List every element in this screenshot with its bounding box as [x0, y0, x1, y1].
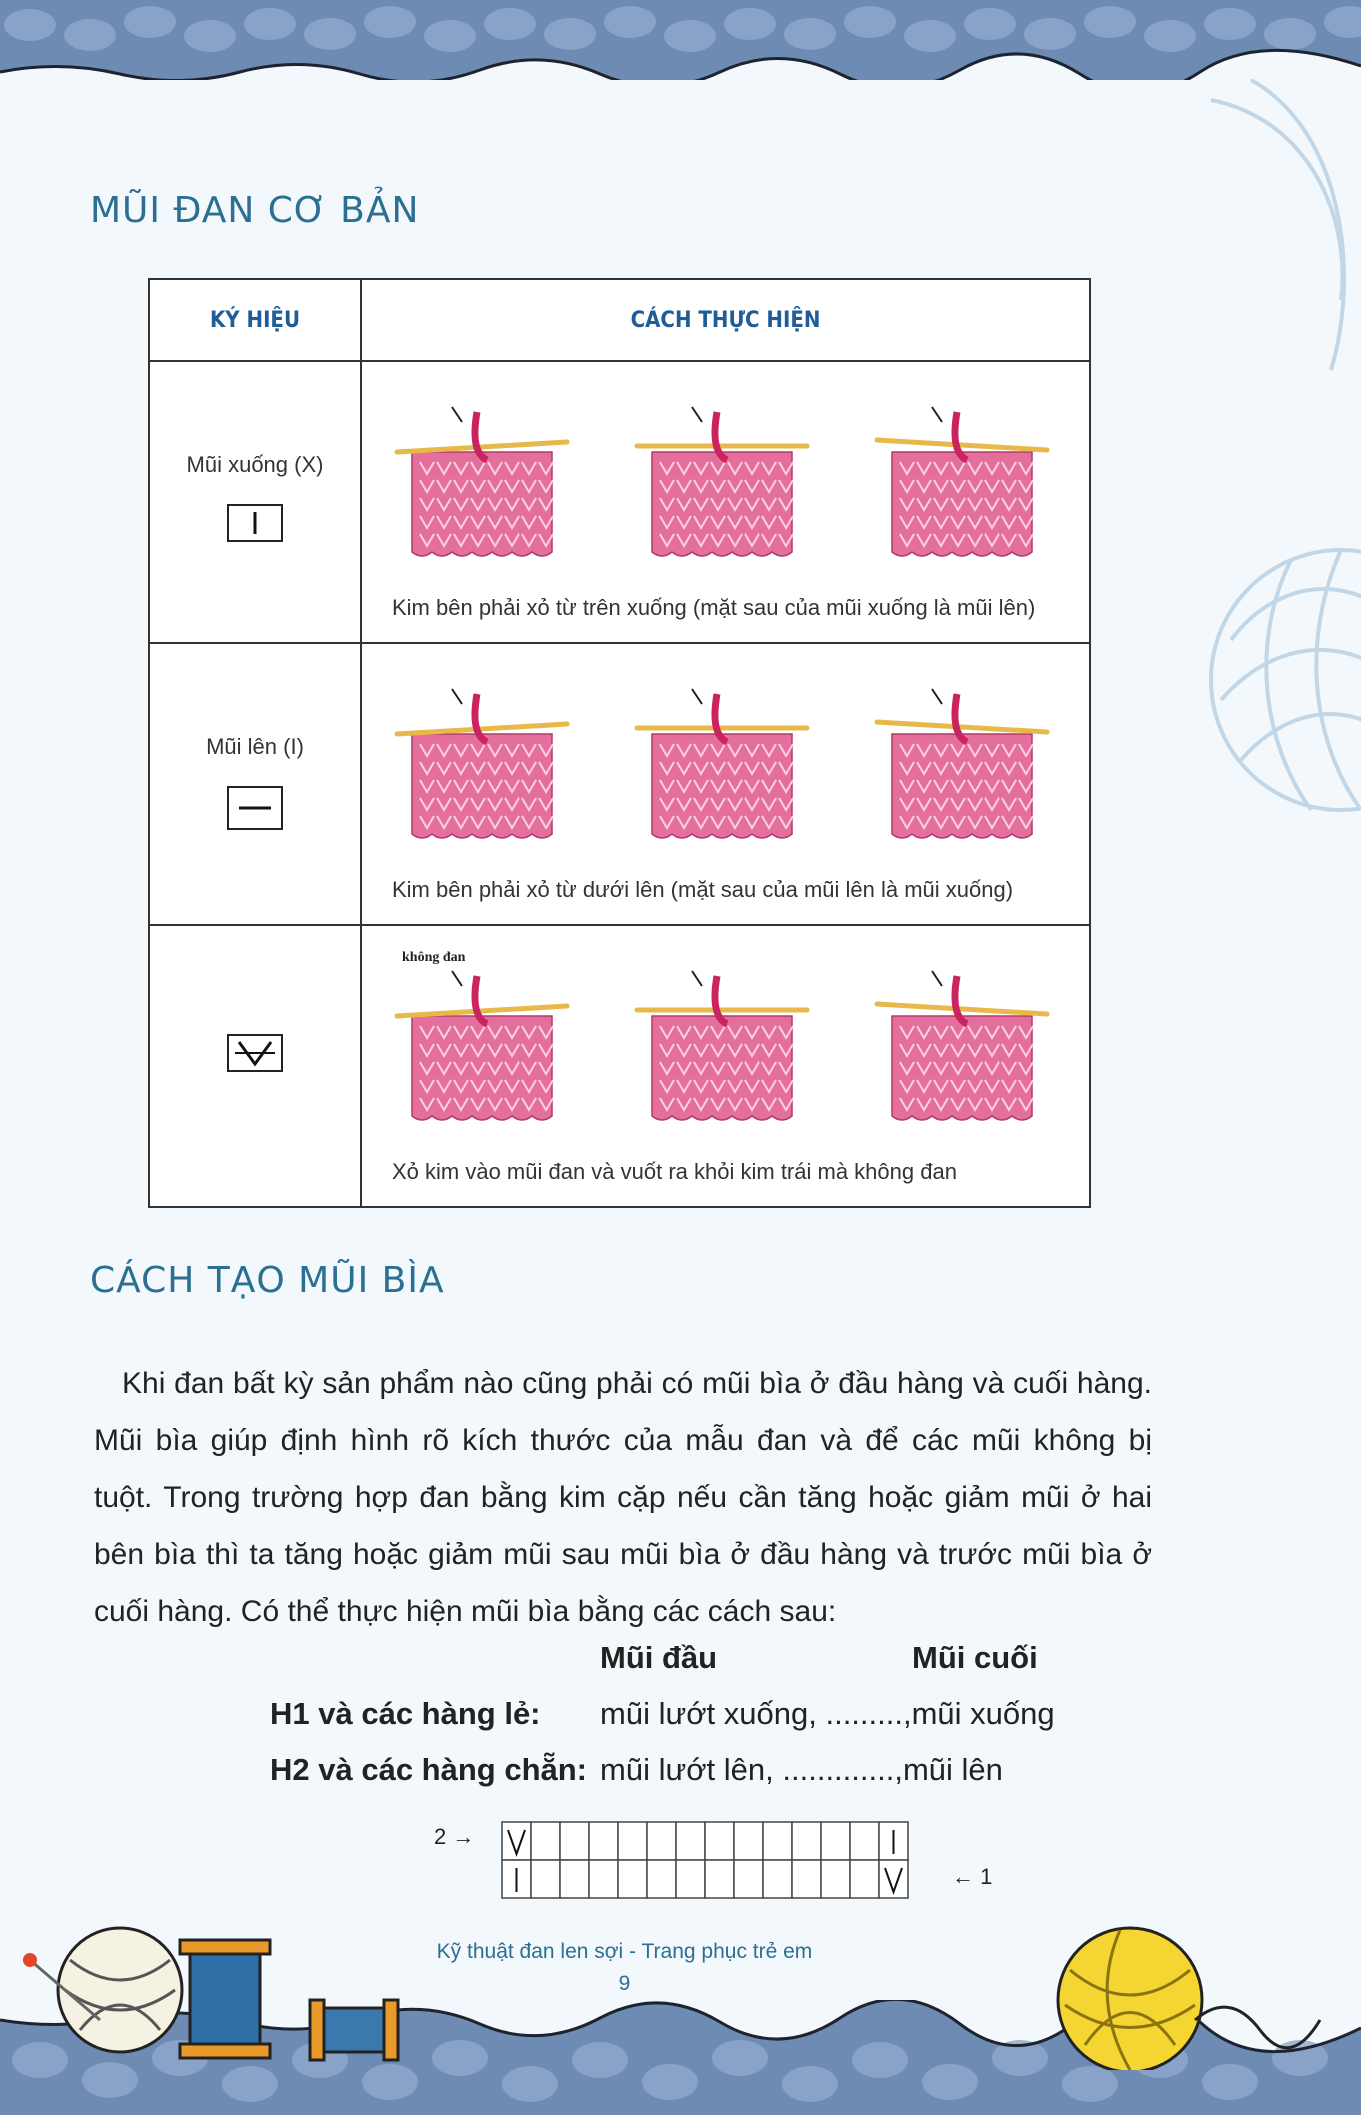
grid-cell: [850, 1860, 879, 1898]
illustration-strip: [362, 362, 1089, 587]
grid-cell: [821, 1860, 850, 1898]
last-stitch-value: mũi lên: [902, 1752, 1003, 1787]
illustration-strip: [362, 644, 1089, 869]
method-caption: Kim bên phải xỏ từ dưới lên (mặt sau của mũi lên là mũi xuống): [392, 877, 1014, 902]
grid-cell: [560, 1822, 589, 1860]
slip-step-2-illustration: [632, 946, 812, 1146]
column-header-last-stitch: Mũi cuối: [912, 1640, 1038, 1675]
table-row: [149, 361, 1090, 643]
grid-cell: [792, 1860, 821, 1898]
paragraph-line: cuối hàng. Có thể thực hiện mũi bìa bằng các cách sau:: [94, 1595, 837, 1628]
row-number-1: ← 1: [952, 1864, 993, 1889]
grid-cell: [589, 1860, 618, 1898]
slip-stitch-symbol-icon: [227, 1034, 283, 1072]
grid-cell: [618, 1860, 647, 1898]
paragraph-line: tuột. Trong trường hợp đan bằng kim cặp nếu cần tăng hoặc giảm mũi ở hai: [94, 1481, 1152, 1514]
grid-cell: [676, 1860, 705, 1898]
method-caption: Kim bên phải xỏ từ trên xuống (mặt sau của mũi xuống là mũi lên): [392, 595, 1036, 620]
grid-cell: [705, 1860, 734, 1898]
last-stitch-value: mũi xuống: [911, 1696, 1055, 1731]
symbol-cell: [149, 925, 361, 1207]
basic-stitches-table: [148, 278, 1091, 1208]
stitch-name: Mũi lên (I): [206, 734, 304, 759]
dots: .............,: [782, 1752, 903, 1787]
grid-cell: [618, 1822, 647, 1860]
table-row: [149, 925, 1090, 1207]
book-title-footer: Kỹ thuật đan len sợi - Trang phục trẻ em: [436, 1940, 813, 1963]
method-cell: [361, 925, 1090, 1207]
slip-step-3-illustration: [872, 946, 1052, 1146]
row-label-even: H2 và các hàng chẵn:: [270, 1752, 588, 1787]
edge-stitch-paragraph: [94, 1355, 1152, 1640]
purl-step-2-illustration: [632, 664, 812, 864]
stitch-grid: [500, 1818, 940, 1904]
decorative-yarn-ball: [1191, 40, 1361, 860]
purl-symbol-icon: [227, 786, 283, 830]
page-number: 9: [618, 1972, 631, 1995]
row-label-odd: H1 và các hàng lẻ:: [270, 1696, 541, 1731]
paragraph-line: bên bìa thì ta tăng hoặc giảm mũi sau mũi bìa ở đầu hàng và trước mũi bìa ở: [94, 1538, 1152, 1571]
section-heading-basic-stitches: MŨI ĐAN CƠ BẢN: [90, 190, 420, 231]
first-stitch-value: mũi lướt xuống,: [600, 1696, 817, 1731]
grid-cell: [734, 1822, 763, 1860]
spools-and-yarn-illustration: [10, 1920, 430, 2070]
grid-cell: [531, 1860, 560, 1898]
paragraph-line: Khi đan bất kỳ sản phẩm nào cũng phải có mũi bìa ở đầu hàng và cuối hàng.: [122, 1367, 1152, 1400]
illustration-strip: [362, 926, 1089, 1151]
stitch-name: Mũi xuống (X): [186, 452, 324, 477]
column-header-method: CÁCH THỰC HIỆN: [361, 279, 1090, 361]
edge-stitch-chart: [430, 1818, 1020, 1908]
grid-cell: [734, 1860, 763, 1898]
odd-row-values: [600, 1696, 1055, 1732]
row-number-2: 2 →: [434, 1824, 475, 1849]
method-caption: Xỏ kim vào mũi đan và vuốt ra khỏi kim trái mà không đan: [392, 1159, 957, 1184]
grid-cell: [531, 1822, 560, 1860]
grid-cell: [560, 1860, 589, 1898]
grid-cell: [676, 1822, 705, 1860]
method-cell: [361, 361, 1090, 643]
purl-step-3-illustration: [872, 664, 1052, 864]
paragraph-line: Mũi bìa giúp định hình rõ kích thước của mẫu đan và để các mũi không bị: [94, 1424, 1152, 1457]
grid-cell: [647, 1822, 676, 1860]
knit-symbol-icon: [227, 504, 283, 542]
first-stitch-value: mũi lướt lên,: [600, 1752, 774, 1787]
grid-cell: [763, 1822, 792, 1860]
yellow-yarn-ball-illustration: [1030, 1920, 1330, 2070]
grid-cell: [821, 1822, 850, 1860]
grid-cell: [589, 1822, 618, 1860]
section-heading-edge-stitch: CÁCH TẠO MŨI BÌA: [90, 1260, 445, 1301]
knit-step-3-illustration: [872, 382, 1052, 582]
knit-step-2-illustration: [632, 382, 812, 582]
even-row-values: [600, 1752, 1003, 1788]
column-header-symbol: KÝ HIỆU: [149, 279, 361, 361]
slip-step-1-illustration: [392, 946, 572, 1146]
dots: .........,: [825, 1696, 912, 1731]
table-row: [149, 643, 1090, 925]
symbol-cell: [149, 361, 361, 643]
illustration-note: không đan: [402, 950, 466, 965]
grid-cell: [705, 1822, 734, 1860]
symbol-cell: [149, 643, 361, 925]
column-header-first-stitch: Mũi đầu: [600, 1640, 718, 1675]
table-header-row: [149, 279, 1090, 361]
top-knit-border: [0, 0, 1361, 80]
grid-cell: [763, 1860, 792, 1898]
method-cell: [361, 643, 1090, 925]
grid-cell: [792, 1822, 821, 1860]
purl-step-1-illustration: [392, 664, 572, 864]
grid-cell: [850, 1822, 879, 1860]
grid-cell: [647, 1860, 676, 1898]
knit-step-1-illustration: [392, 382, 572, 582]
